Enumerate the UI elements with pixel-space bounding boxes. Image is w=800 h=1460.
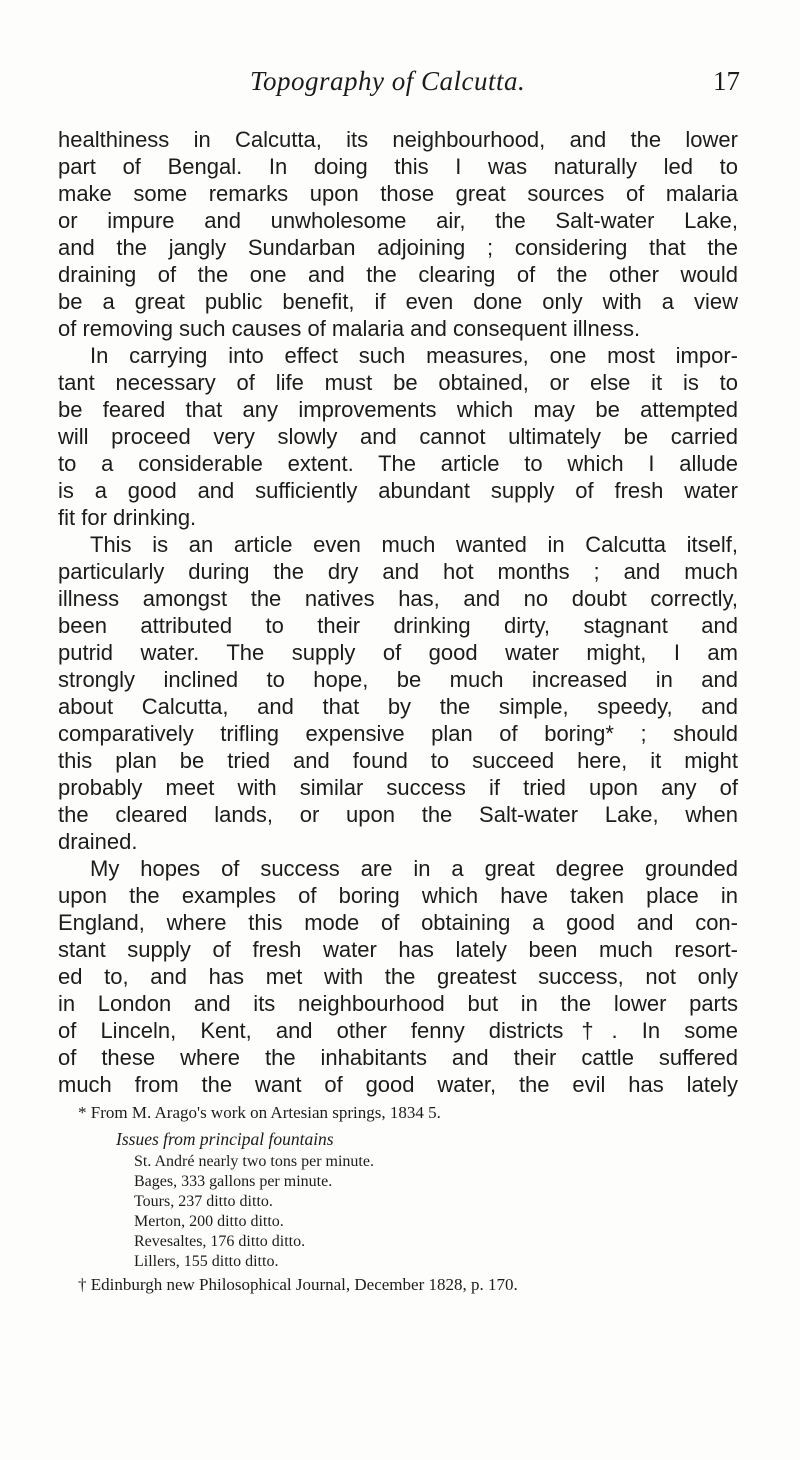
text-line: about Calcutta, and that by the simple, speedy, and	[58, 694, 738, 719]
text-line: England, where this mode of obtaining a good and con-	[58, 910, 738, 935]
text-line: is a good and sufficiently abundant supply of fresh water	[58, 478, 738, 503]
text-line: healthiness in Calcutta, its neighbourhood, and the lower	[58, 127, 738, 152]
text-line: comparatively trifling expensive plan of boring* ; should	[58, 721, 738, 746]
text-line: will proceed very slowly and cannot ultimately be carried	[58, 424, 738, 449]
paragraph	[58, 855, 738, 1098]
text-line: in London and its neighbourhood but in the lower parts	[58, 991, 738, 1016]
text-line: part of Bengal. In doing this I was naturally led to	[58, 154, 738, 179]
text-line: make some remarks upon those great sources of malaria	[58, 181, 738, 206]
footnote-edinburgh: † Edinburgh new Philosophical Journal, December 1828, p. 170.	[78, 1275, 518, 1294]
text-line: stant supply of fresh water has lately been much resort-	[58, 937, 738, 962]
paragraph	[58, 126, 738, 342]
text-line: particularly during the dry and hot months ; and much	[58, 559, 738, 584]
text-line: be a great public benefit, if even done only with a view	[58, 289, 738, 314]
text-line: ed to, and has met with the greatest success, not only	[58, 964, 738, 989]
page-header	[0, 66, 800, 106]
text-line: of Linceln, Kent, and other fenny districts†. In some	[58, 1018, 738, 1043]
text-line: This is an article even much wanted in Calcutta itself,	[90, 532, 738, 557]
text-line: drained.	[58, 829, 138, 854]
text-line: putrid water. The supply of good water might, I am	[58, 640, 738, 665]
running-title: Topography of Calcutta.	[250, 66, 526, 96]
text-line: My hopes of success are in a great degree grounded	[90, 856, 738, 881]
text-line: In carrying into effect such measures, one most impor-	[90, 343, 738, 368]
paragraph	[58, 342, 738, 531]
footnote-arago: * From M. Arago's work on Artesian springs, 1834 5.	[78, 1103, 441, 1122]
text-line: draining of the one and the clearing of the other would	[58, 262, 738, 287]
paragraph	[58, 531, 738, 855]
footnote-entry: St. André nearly two tons per minute.	[134, 1153, 374, 1170]
text-line: to a considerable extent. The article to which I allude	[58, 451, 738, 476]
text-line: of these where the inhabitants and their cattle suffered	[58, 1045, 738, 1070]
body-text	[58, 126, 738, 1296]
footnote-subheading: Issues from principal fountains	[116, 1129, 334, 1149]
text-line: of removing such causes of malaria and consequent illness.	[58, 316, 641, 341]
text-line: been attributed to their drinking dirty, stagnant and	[58, 613, 738, 638]
text-line: and the jangly Sundarban adjoining ; considering that the	[58, 235, 738, 260]
text-line: much from the want of good water, the evil has lately	[58, 1072, 738, 1097]
text-line: strongly inclined to hope, be much increased in and	[58, 667, 738, 692]
footnote-entry: Bages, 333 gallons per minute.	[134, 1173, 333, 1190]
page-number: 17	[713, 66, 740, 96]
footnote-entry: Tours, 237 ditto ditto.	[134, 1193, 273, 1210]
text-line: fit for drinking.	[58, 505, 197, 530]
text-line: be feared that any improvements which may be attempted	[58, 397, 738, 422]
text-line: probably meet with similar success if tried upon any of	[58, 775, 738, 800]
footnote-entry: Lillers, 155 ditto ditto.	[134, 1253, 279, 1270]
footnote-entry: Merton, 200 ditto ditto.	[134, 1213, 284, 1230]
text-line: illness amongst the natives has, and no doubt correctly,	[58, 586, 738, 611]
text-line: upon the examples of boring which have taken place in	[58, 883, 738, 908]
text-line: the cleared lands, or upon the Salt-water Lake, when	[58, 802, 738, 827]
text-line: this plan be tried and found to succeed here, it might	[58, 748, 738, 773]
footnote-entry: Revesaltes, 176 ditto ditto.	[134, 1233, 306, 1250]
text-line: tant necessary of life must be obtained, or else it is to	[58, 370, 738, 395]
text-line: or impure and unwholesome air, the Salt-water Lake,	[58, 208, 738, 233]
footnotes	[58, 1102, 738, 1296]
